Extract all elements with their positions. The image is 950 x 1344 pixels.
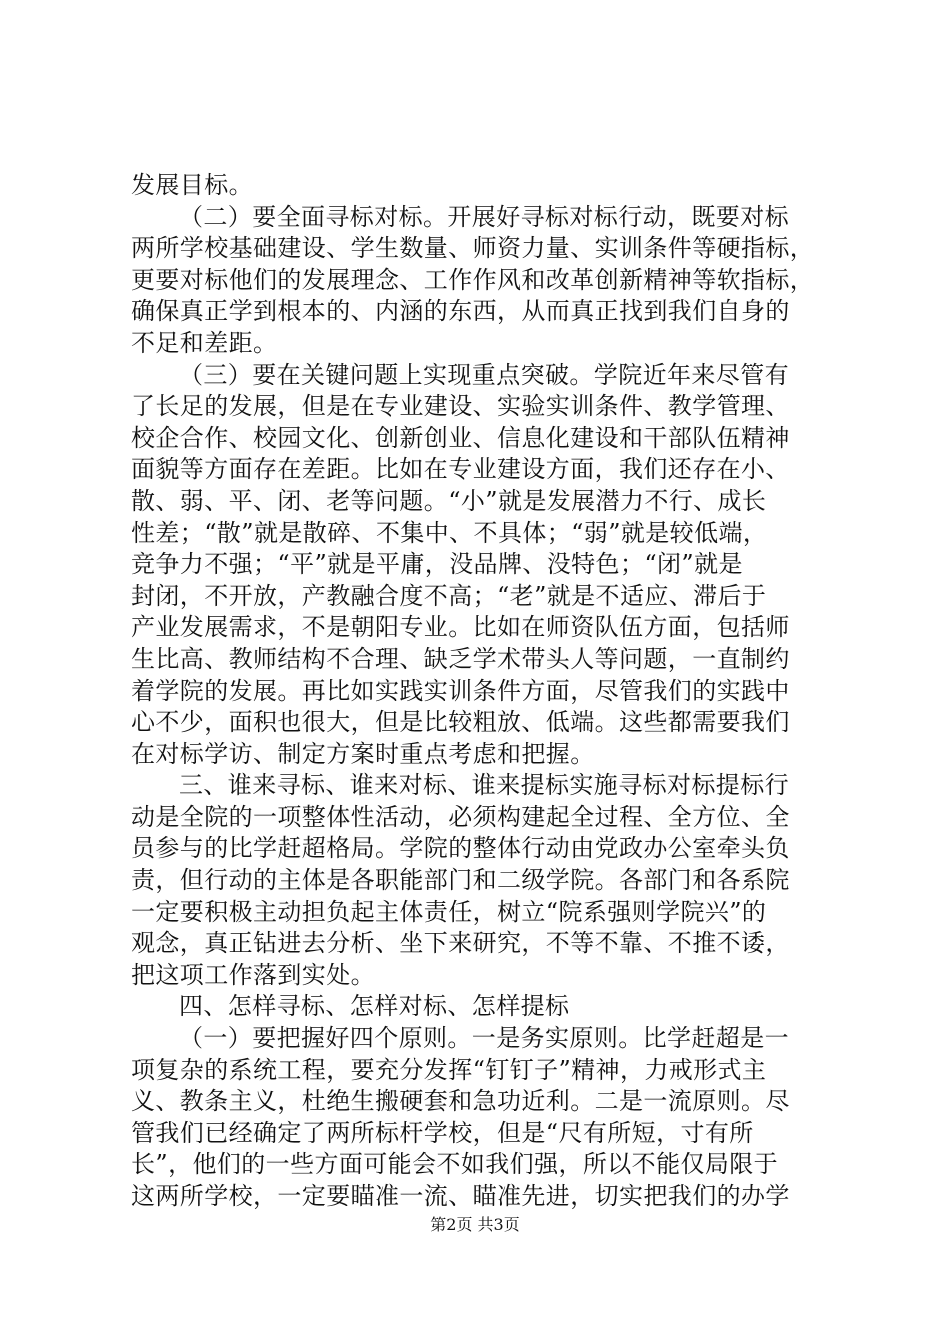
- text-line: 不足和差距。: [131, 328, 278, 357]
- text-line: 面貌等方面存在差距。比如在专业建设方面，我们还存在小、: [131, 455, 790, 484]
- text-line: 一定要积极主动担负起主体责任，树立“院系强则学院兴”的: [131, 897, 767, 926]
- text-line: 动是全院的一项整体性活动，必须构建起全过程、全方位、全: [131, 802, 790, 831]
- text-line: 竞争力不强；“平”就是平庸，没品牌、没特色；“闭”就是: [131, 550, 743, 579]
- text-line: （二）要全面寻标对标。开展好寻标对标行动，既要对标: [179, 202, 789, 231]
- document-body: [131, 170, 831, 1213]
- text-line: 确保真正学到根本的、内涵的东西，从而真正找到我们自身的: [131, 297, 790, 326]
- text-line: 三、谁来寻标、谁来对标、谁来提标实施寻标对标提标行: [179, 771, 789, 800]
- text-line: 项复杂的系统工程，要充分发挥“钉钉子”精神，力戒形式主: [131, 1055, 767, 1084]
- text-line: 员参与的比学赶超格局。学院的整体行动由党政办公室牵头负: [131, 834, 790, 863]
- text-line: 义、教条主义，杜绝生搬硬套和急功近利。二是一流原则。尽: [131, 1087, 790, 1116]
- text-line: 性差；“散”就是散碎、不集中、不具体；“弱”就是较低端，: [131, 518, 768, 547]
- text-line: 校企合作、校园文化、创新创业、信息化建设和干部队伍精神: [131, 423, 790, 452]
- text-line: 把这项工作落到实处。: [131, 960, 375, 989]
- text-line: 散、弱、平、闭、老等问题。“小”就是发展潜力不行、成长: [131, 486, 767, 515]
- text-line: 生比高、教师结构不合理、缺乏学术带头人等问题，一直制约: [131, 644, 790, 673]
- text-line: （一）要把握好四个原则。一是务实原则。比学赶超是一: [179, 1024, 789, 1053]
- text-line: 发展目标。: [131, 171, 253, 199]
- text-line: 着学院的发展。再比如实践实训条件方面，尽管我们的实践中: [131, 676, 790, 705]
- text-line: 管我们已经确定了两所标杆学校，但是“尺有所短，寸有所: [131, 1118, 754, 1147]
- text-line: 四、怎样寻标、怎样对标、怎样提标: [179, 992, 570, 1021]
- text-line: 封闭，不开放，产教融合度不高；“老”就是不适应、滞后于: [131, 581, 767, 610]
- text-line: 观念，真正钻进去分析、坐下来研究，不等不靠、不推不诿，: [131, 929, 790, 958]
- text-line: 产业发展需求，不是朝阳专业。比如在师资队伍方面，包括师: [131, 613, 790, 642]
- page-footer: 第2页 共3页: [430, 1215, 520, 1234]
- text-line: （三）要在关键问题上实现重点突破。学院近年来尽管有: [179, 360, 789, 389]
- text-line: 心不少，面积也很大，但是比较粗放、低端。这些都需要我们: [131, 708, 790, 737]
- text-line: 这两所学校，一定要瞄准一流、瞄准先进，切实把我们的办学: [131, 1182, 790, 1210]
- text-line: 两所学校基础建设、学生数量、师资力量、实训条件等硬指标，: [131, 234, 815, 263]
- text-line: 在对标学访、制定方案时重点考虑和把握。: [131, 739, 595, 768]
- text-line: 责，但行动的主体是各职能部门和二级学院。各部门和各系院: [131, 866, 790, 895]
- text-line: 长”，他们的一些方面可能会不如我们强，所以不能仅局限于: [131, 1150, 779, 1179]
- text-line: 了长足的发展，但是在专业建设、实验实训条件、教学管理、: [131, 392, 790, 421]
- text-line: 更要对标他们的发展理念、工作作风和改革创新精神等软指标，: [131, 265, 815, 294]
